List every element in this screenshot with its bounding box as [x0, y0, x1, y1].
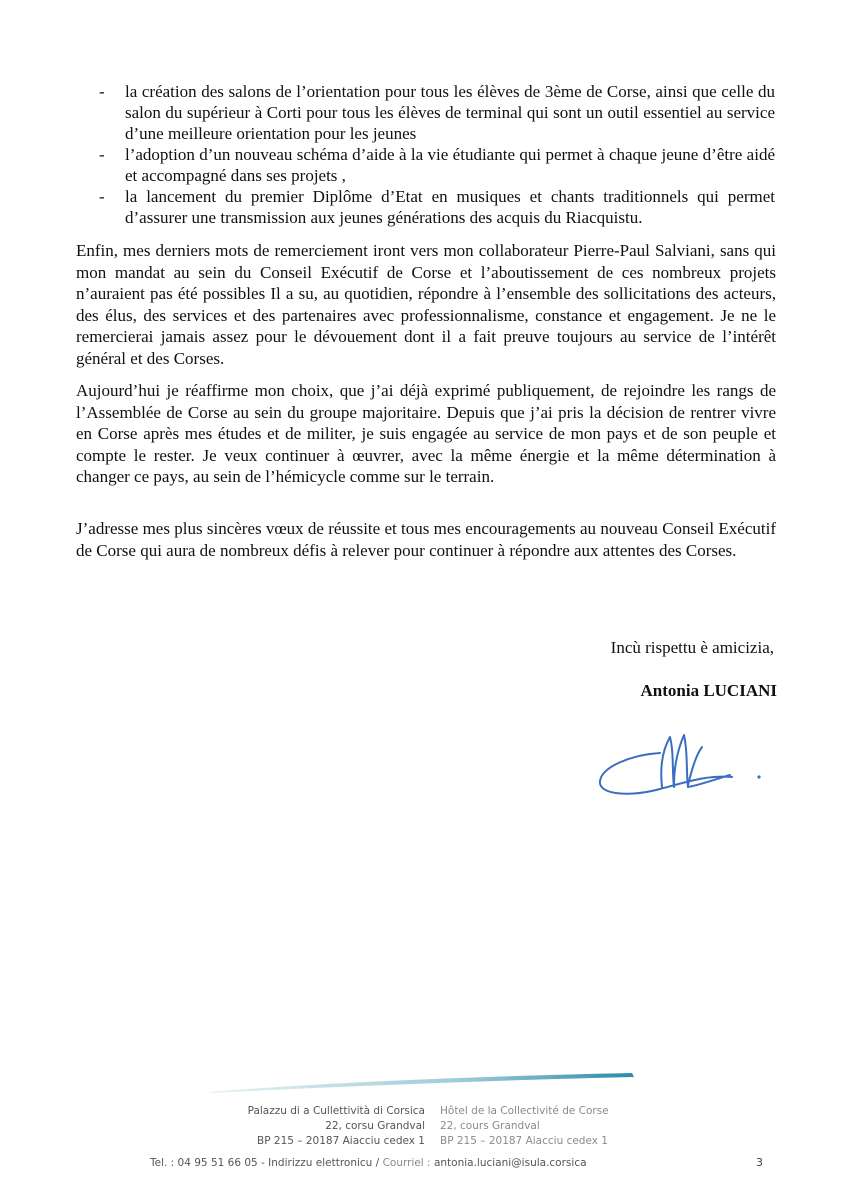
- signatory-name: Antonia LUCIANI: [640, 681, 777, 700]
- footer-separator: /: [372, 1157, 383, 1169]
- footer-line: Hôtel de la Collectivité de Corse: [440, 1105, 609, 1117]
- footer-address-french: [440, 1104, 740, 1149]
- bullet-dash: -: [99, 187, 105, 206]
- list-item: [95, 186, 775, 228]
- bullet-dash: -: [99, 82, 105, 101]
- footer-phone: Tel. : 04 95 51 66 05 - Indirizzu elettronicu: [150, 1157, 373, 1169]
- paragraph-thanks: Enfin, mes derniers mots de remerciement iront vers mon collaborateur Pierre-Paul Salviani, sans qui mon mandat au sein du Conseil Exécutif de Corse et l’aboutissement de ces nombreux projets n’auraient pas été possibles Il a su, au quotidien, répondre à l’ensemble des sollicitations des acteurs, des élus, des services et des partenaires avec professionnalisme, constance et engagement. Je ne le remercierai jamais assez pour le dévouement dont il a fait preuve toujours au service de l’intérêt général et des Corses.: [76, 241, 776, 368]
- paragraph-wishes: J’adresse mes plus sincères vœux de réussite et tous mes encouragements au nouveau Conseil Exécutif de Corse qui aura de nombreux défis à relever pour continuer à répondre aux attentes des Corses.: [76, 519, 776, 560]
- handwritten-signature: [590, 725, 780, 805]
- list-item-text: l’adoption d’un nouveau schéma d’aide à la vie étudiante qui permet à chaque jeune d’être aidé et accompagné dans ses projets ,: [125, 145, 775, 185]
- footer-line: 22, corsu Grandval: [325, 1120, 425, 1132]
- footer-address-corsican: [150, 1104, 425, 1149]
- footer-line: BP 215 – 20187 Aiacciu cedex 1: [257, 1135, 425, 1147]
- closing-salutation: Incù rispettu è amicizia,: [610, 638, 774, 657]
- footer-line: BP 215 – 20187 Aiacciu cedex 1: [440, 1135, 608, 1147]
- footer-contact: [150, 1157, 587, 1169]
- footer-line: 22, cours Grandval: [440, 1120, 540, 1132]
- footer-swoosh: [210, 1066, 640, 1096]
- paragraph-choice: Aujourd’hui je réaffirme mon choix, que j’ai déjà exprimé publiquement, de rejoindre les rangs de l’Assemblée de Corse au sein du groupe majoritaire. Depuis que j’ai pris la décision de rentrer vivre en Corse après mes études et de militer, je suis engagée au service de mon pays et de son peuple et compte le rester. Je veux continuer à œuvrer, avec la même énergie et la même détermination à changer ce pays, au sein de l’hémicycle comme sur le terrain.: [76, 381, 776, 486]
- list-item: [95, 81, 775, 144]
- footer-line: Palazzu di a Cullettività di Corsica: [247, 1105, 425, 1117]
- footer-courriel-label: Courriel :: [382, 1157, 434, 1169]
- footer-email-link[interactable]: antonia.luciani@isula.corsica: [433, 1157, 587, 1169]
- bullet-dash: -: [99, 145, 105, 164]
- achievements-list: [95, 81, 775, 228]
- list-item-text: la lancement du premier Diplôme d’Etat en musiques et chants traditionnels qui permet d’assurer une transmission aux jeunes générations des acquis du Riacquistu.: [125, 187, 775, 227]
- list-item: [95, 144, 775, 186]
- page-number: 3: [756, 1156, 763, 1169]
- list-item-text: la création des salons de l’orientation pour tous les élèves de 3ème de Corse, ainsi que celle du salon du supérieur à Corti pour tous les élèves de terminal qui sont un outil essentiel au service d’une meilleure orientation pour les jeunes: [125, 82, 775, 143]
